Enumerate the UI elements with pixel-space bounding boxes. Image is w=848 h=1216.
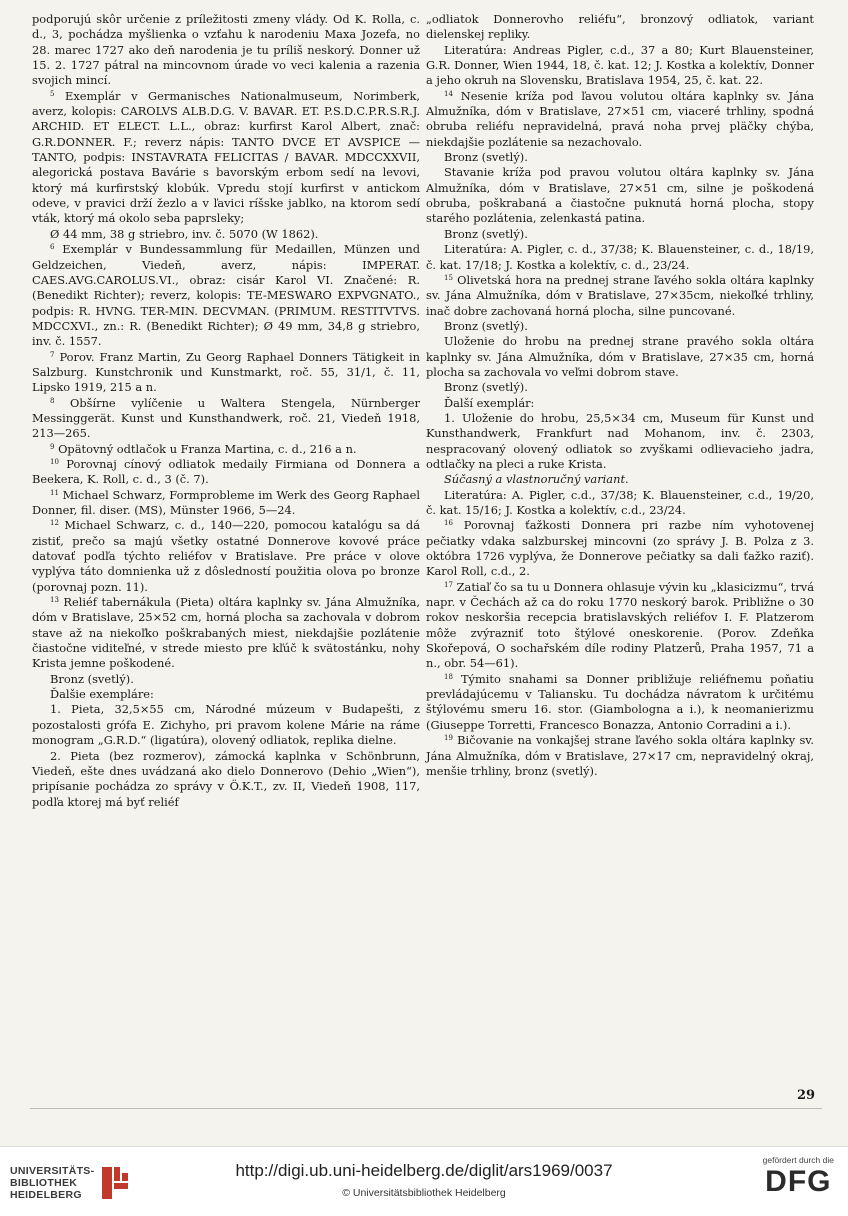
- paragraph-text: Uloženie do hrobu na prednej strane pravého sokla oltára kaplnky sv. Jána Almužníka, dóm v Bratislave, 27×35 cm, horná plocha sa zachovala vo veľmi dobrom stave.: [426, 334, 814, 379]
- left-paragraph: [32, 227, 420, 242]
- footnote-number: 8: [50, 396, 55, 405]
- left-paragraph: [32, 702, 420, 748]
- paragraph-text: Bronz (svetlý).: [444, 226, 528, 241]
- right-paragraph: [426, 43, 814, 89]
- page-number: 29: [797, 1088, 816, 1103]
- footnote-number: 16: [444, 519, 453, 528]
- left-paragraph: [32, 672, 420, 687]
- right-paragraph: [426, 242, 814, 273]
- footnote-number: 13: [50, 596, 59, 605]
- paragraph-text: Stavanie kríža pod pravou volutou oltára kaplnky sv. Jána Almužníka, dóm v Bratislave, 27×51 cm, silne je poškodená obruba, poškrabaná a čiastočne puknutá horná plocha, stopy starého pozlátenia, zelenkastá patina.: [426, 165, 814, 226]
- paragraph-text: Bronz (svetlý).: [50, 671, 134, 686]
- left-paragraph: [32, 442, 420, 457]
- footnote-number: 19: [444, 734, 453, 743]
- right-paragraph: [426, 319, 814, 334]
- document-url-link[interactable]: http://digi.ub.uni-heidelberg.de/diglit/ars1969/0037: [235, 1161, 613, 1180]
- paragraph-text: Exemplár v Germanisches Nationalmuseum, Norimberk, averz, kolopis: CAROLVS ALB.D.G. V. BAVAR. ET. P.S.D.C.P.R.S.R.J. ARCHID. ET ELECT. L.L., obraz: kurfirst Karol Albert, znač: G.R.DONNER. F.; reverz nápis: TANTO DVCE ET AVSPICE — TANTO, podpis: INSTAVRATA FELICITAS / BAVAR. MDCCXXVII, alegorická postava Bavárie s bavorským erbom sedí na levovi, ktorý má kurfirstský klobúk. Vpredu stojí kurfirst v antickom odeve, v pravici drží žezlo a v ľavici ríšske jablko, na ktorom sedí vták, ktorý má okolo seba paprsleky;: [32, 88, 420, 226]
- paragraph-text: Ø 44 mm, 38 g striebro, inv. č. 5070 (W 1862).: [50, 226, 319, 241]
- paragraph-text: Ďalšie exempláre:: [50, 687, 154, 702]
- paragraph-text: Ďalší exemplár:: [444, 395, 535, 410]
- right-paragraph: [426, 488, 814, 519]
- right-paragraph: [426, 380, 814, 395]
- paragraph-text: Literatúra: Andreas Pigler, c.d., 37 a 80; Kurt Blauensteiner, G.R. Donner, Wien 1944, 18, č. kat. 12; J. Kostka a kolektív, Donner a jeho okruh na Slovensku, Bratislava 1954, 25, č. kat. 22.: [426, 42, 814, 88]
- right-paragraph: [426, 411, 814, 472]
- paragraph-text: Nesenie kríža pod ľavou volutou oltára kaplnky sv. Jána Almužníka, dóm v Bratislave, 27×51 cm, viaceré trhliny, spodná obruba reliéfu nepravidelná, pravá noha prvej pläčky chýba, niekdajšie pozlátenie sa nezachovalo.: [426, 88, 814, 149]
- right-paragraph: [426, 580, 814, 672]
- left-paragraph: [32, 12, 420, 89]
- paragraph-text: 1. Uloženie do hrobu, 25,5×34 cm, Museum für Kunst und Kunsthandwerk, Frankfurt nad Mohanom, inv. č. 2303, nespracovaný olovený odliatok so zvyškami odlievacieho jadra, odtlačky na pleci a ruke Krista.: [426, 410, 814, 471]
- footnote-number: 12: [50, 519, 59, 528]
- paragraph-text: Porov. Franz Martin, Zu Georg Raphael Donners Tätigkeit in Salzburg. Kunstchronik und Kunstmarkt, roč. 55, 31/1, č. 11, Lipsko 1919, 215 a n.: [32, 349, 420, 395]
- paragraph-text: Bronz (svetlý).: [444, 380, 528, 395]
- right-paragraph: [426, 12, 814, 43]
- paragraph-text: Zatiaľ čo sa tu u Donnera ohlasuje vývin ku „klasicizmu“, trvá napr. v Čechách až ca do roku 1770 neskorý barok. Približne o 30 rokov neskoršia recepcia bratislavských reliéfov I. F. Platzerom môže zvýrazniť toto štýlové oneskorenie. (Porov. Zdeňka Skořepová, O sochařském díle rodiny Platzerů, Praha 1957, 71 a n., obr. 54—61).: [426, 579, 815, 671]
- paragraph-text: Olivetská hora na prednej strane ľavého sokla oltára kaplnky sv. Jána Almužníka, dóm v Bratislave, 27×35cm, niekoľké trhliny, inač dobre zachovaná horná plocha, silne puncované.: [426, 272, 814, 318]
- paragraph-text: Opätovný odtlačok u Franza Martina, c. d., 216 a n.: [58, 441, 357, 456]
- funded-by-label: gefördert durch die: [762, 1155, 834, 1165]
- paragraph-text: Literatúra: A. Pigler, c. d., 37/38; K. Blauensteiner, c. d., 18/19, č. kat. 17/18; J. Kostka a kolektív, c. d., 23/24.: [426, 242, 814, 272]
- footnote-number: 15: [444, 273, 453, 282]
- footnote-number: 6: [50, 243, 55, 252]
- right-paragraph: [426, 733, 814, 779]
- paragraph-text: Týmito snahami sa Donner približuje reliéfnemu poňatiu prevládajúcemu v Taliansku. Tu dochádza návratom k určitému štýlovému smeru 16. stor. (Giambologna a i.), k neomanierizmu (Giuseppe Torretti, Francesco Bonazza, Antonio Corradini a i.).: [426, 671, 814, 732]
- left-paragraph: [32, 749, 420, 810]
- footnote-number: 10: [50, 457, 59, 466]
- footnote-number: 9: [50, 442, 55, 451]
- left-column: [32, 12, 420, 810]
- paragraph-text: Porovnaj cínový odliatok medaily Firmiana od Donnera a Beekera, K. Roll, c. d., 3 (č. 7).: [32, 456, 421, 487]
- paragraph-text: Exemplár v Bundessammlung für Medaillen, Münzen und Geldzeichen, Viedeň, averz, nápis: IMPERAT. CAES.AVG.CAROLUS.VI., obraz: cisár Karol VI. Značené: R. (Benedikt Richter); reverz, kolopis: TE-MESWARO EXPVGNATO., podpis: R. HVNG. TER-MIN. DECVMAN. (PRIMUM. RESTITVTVS. MDCCXVI., zn.: R. (Benedikt Richter); Ø 49 mm, 34,8 g striebro, inv. č. 1557.: [32, 242, 420, 349]
- footnote-number: 17: [444, 580, 453, 589]
- right-paragraph: [426, 396, 814, 411]
- left-paragraph: [32, 350, 420, 396]
- left-paragraph: [32, 242, 420, 349]
- footnote-number: 5: [50, 89, 55, 98]
- left-paragraph: [32, 518, 420, 595]
- paragraph-text: Porovnaj ťažkosti Donnera pri razbe ním vyhotovenej pečiatky vdaka salzburskej mincovni (zo správy J. B. Polza z 3. októbra 1726 vyplýva, že Donnerove pečiatky sa dali ťažko raziť). Karol Roll, c.d., 2.: [426, 518, 814, 579]
- paragraph-text: Literatúra: A. Pigler, c.d., 37/38; K. Blauensteiner, c.d., 19/20, č. kat. 15/16; J. Kostka a kolektív, c.d., 23/24.: [426, 487, 814, 517]
- left-paragraph: [32, 89, 420, 227]
- paragraph-text: Michael Schwarz, Formprobleme im Werk des Georg Raphael Donner, fil. diser. (MS), Münster 1966, 5—24.: [32, 487, 420, 517]
- footnote-number: 14: [444, 89, 453, 98]
- left-paragraph: [32, 457, 420, 488]
- right-paragraph: [426, 227, 814, 242]
- footer-bar: [0, 1146, 848, 1216]
- paragraph-text: podporujú skôr určenie z príležitosti zmeny vlády. Od K. Rolla, c. d., 3, pochádza myšlienka o vzťahu k narodeniu Maxa Jozefa, no 28. marec 1727 ako deň narodenia je tu príliš neskorý. Donner už 15. 2. 1727 pátral na mincovnom úrade vo veci kalenia a razenia svojich mincí.: [32, 12, 420, 88]
- copyright-notice: © Universitätsbibliothek Heidelberg: [342, 1187, 506, 1199]
- left-paragraph: [32, 595, 420, 672]
- left-paragraph: [32, 396, 420, 442]
- dfg-logo[interactable]: [763, 1155, 834, 1199]
- footer-divider: [30, 1108, 822, 1109]
- footnote-number: 11: [50, 488, 59, 497]
- paragraph-text: Bronz (svetlý).: [444, 318, 528, 333]
- paragraph-text: Bičovanie na vonkajšej strane ľavého sokla oltára kaplnky sv. Jána Almužníka, dóm v Bratislave, 27×17 cm, nepravidelný okraj, menšie trhliny, bronz (svetlý).: [426, 733, 814, 778]
- paragraph-text: Obšírne vylíčenie u Waltera Stengela, Nürnberger Messinggerät. Kunst und Kunsthandwerk, roč. 21, Viedeň 1918, 213—265.: [32, 395, 420, 441]
- paragraph-text: Súčasný a vlastnoručný variant.: [444, 472, 629, 487]
- right-column: [426, 12, 814, 779]
- right-paragraph: [426, 150, 814, 165]
- paragraph-text: „odliatok Donnerovho reliéfu“, bronzový odliatok, variant dielenskej repliky.: [426, 12, 814, 42]
- paragraph-text: 1. Pieta, 32,5×55 cm, Národné múzeum v Budapešti, z pozostalosti grófa E. Zichyho, pri pravom kolene Márie na ráme monogram „G.R.D.“ (ligatúra), olovený odliatok, replika dielne.: [32, 702, 420, 748]
- right-paragraph: [426, 672, 814, 733]
- paragraph-text: Reliéf tabernákula (Pieta) oltára kaplnky sv. Jána Almužníka, dóm v Bratislave, 25×52 cm, horná plocha sa zachovala v dobrom stave až na niekoľko poškrabaných miest, niekdajšie pozlátenie čiastočne viditeľné, v strede miesto pre kľúč k svätostánku, nohy Krista jemne poškodené.: [32, 595, 420, 671]
- paragraph-text: Michael Schwarz, c. d., 140—220, pomocou katalógu sa dá zistiť, prečo sa majú všetky ostatné Donnerove kovové práce datovať podľa týchto reliéfov v Bratislave. Pre práce v olove vyplýva táto domnienka už z dôsledností použitia olova po bronze (porovnaj pozn. 11).: [32, 518, 421, 594]
- right-paragraph: [426, 334, 814, 380]
- right-paragraph: [426, 472, 814, 487]
- left-paragraph: [32, 687, 420, 702]
- paragraph-text: Bronz (svetlý).: [444, 150, 528, 165]
- library-name: UNIVERSITÄTS- BIBLIOTHEK HEIDELBERG: [10, 1165, 95, 1201]
- right-paragraph: [426, 165, 814, 226]
- paragraph-text: 2. Pieta (bez rozmerov), zámocká kaplnka v Schönbrunn, Viedeň, ešte dnes uvádzaná ako dielo Donnerovo (Dehio „Wien“), pripísanie pochádza zo správy v Ö.K.T., zv. II, Viedeň 1908, 117, podľa ktorej má byť reliéf: [32, 748, 420, 809]
- right-paragraph: [426, 518, 814, 579]
- right-paragraph: [426, 273, 814, 319]
- dfg-wordmark: DFG: [765, 1165, 832, 1198]
- left-paragraph: [32, 488, 420, 519]
- footnote-number: 7: [50, 350, 55, 359]
- footnote-number: 18: [444, 672, 453, 681]
- right-paragraph: [426, 89, 814, 150]
